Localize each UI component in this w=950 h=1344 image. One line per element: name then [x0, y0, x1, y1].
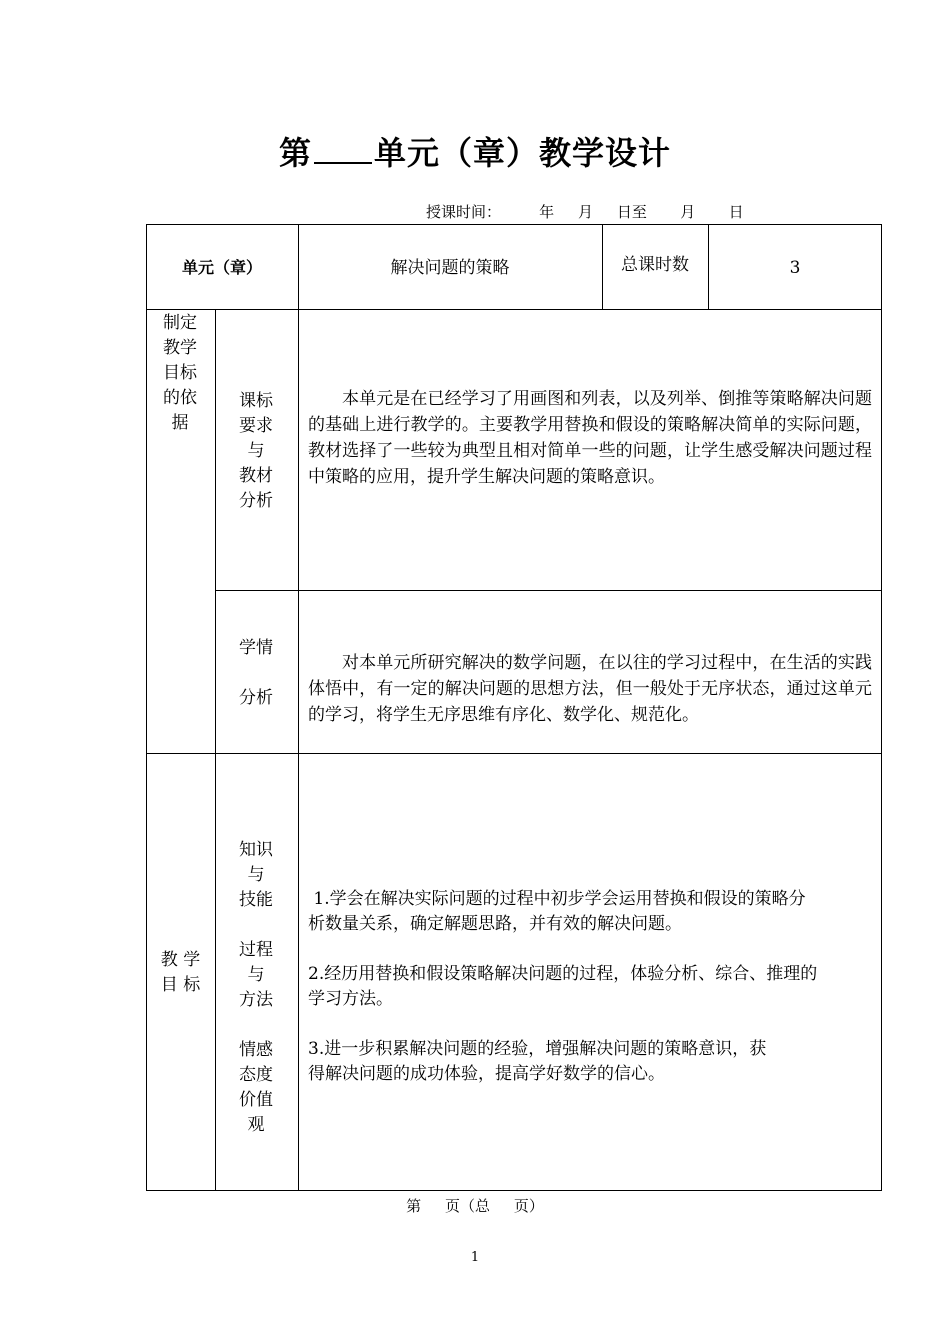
hours-value: 3 — [789, 258, 801, 278]
goal-3-line-2: 得解决问题的成功体验，提高学好数学的信心。 — [308, 1064, 665, 1084]
title-prefix: 第 — [278, 134, 312, 172]
knowledge-label: 知识 与 技能 — [239, 840, 273, 910]
row-divider-2 — [215, 590, 882, 591]
page-count-line: 第 页（总 页） — [406, 1197, 544, 1215]
basis-label: 制定 教学 目标 的依 据 — [163, 313, 197, 433]
process-label: 过程 与 方法 — [239, 940, 273, 1010]
goal-3-line-1: 3.进一步积累解决问题的经验，增强解决问题的策略意识，获 — [308, 1039, 767, 1059]
learner-label-1: 学情 — [239, 638, 273, 658]
document-title — [0, 128, 950, 174]
goal-1-line-2: 析数量关系，确定解题思路，并有效的解决问题。 — [308, 914, 682, 934]
unit-name: 解决问题的策略 — [390, 258, 510, 278]
emotion-label: 情感 态度 价值 观 — [239, 1040, 273, 1135]
unit-label: 单元（章） — [181, 258, 262, 277]
curriculum-text: 本单元是在已经学习了用画图和列表，以及列举、倒推等策略解决问题的基础上进行教学的。主要教学用替换和假设的策略解决简单的实际问题，教材选择了一些较为典型且相对简单一些的问题，让学生感受解决问题过程中策略的应用，提升学生解决问题的策略意识。 — [308, 389, 872, 487]
curriculum-label: 课标 要求 与 教材 分析 — [239, 391, 273, 511]
title-suffix: 单元（章）教学设计 — [374, 134, 672, 172]
page-number: 1 — [470, 1250, 480, 1265]
col-divider-unit — [298, 224, 299, 1191]
goals-label-1: 教 学 — [160, 950, 201, 970]
goal-1-line-1: 1.学会在解决实际问题的过程中初步学会运用替换和假设的策略分 — [308, 889, 806, 909]
class-time-line: 授课时间： 年 月 日至 月 日 — [426, 203, 744, 221]
goals-label-2: 目 标 — [160, 975, 201, 995]
row-divider-1 — [146, 309, 882, 310]
col-divider-sublabel — [215, 309, 216, 1191]
title-blank-line — [314, 158, 372, 164]
learner-text: 对本单元所研究解决的数学问题，在以往的学习过程中，在生活的实践体悟中，有一定的解决问题的思想方法，但一般处于无序状态，通过这单元的学习，将学生无序思维有序化、数学化、规范化。 — [308, 653, 872, 725]
row-divider-3 — [146, 753, 882, 754]
goal-2-line-2: 学习方法。 — [308, 989, 393, 1009]
goal-2-line-1: 2.经历用替换和假设策略解决问题的过程，体验分析、综合、推理的 — [308, 964, 818, 984]
hours-label: 总课时数 — [621, 255, 689, 275]
learner-label-2: 分析 — [239, 688, 273, 708]
